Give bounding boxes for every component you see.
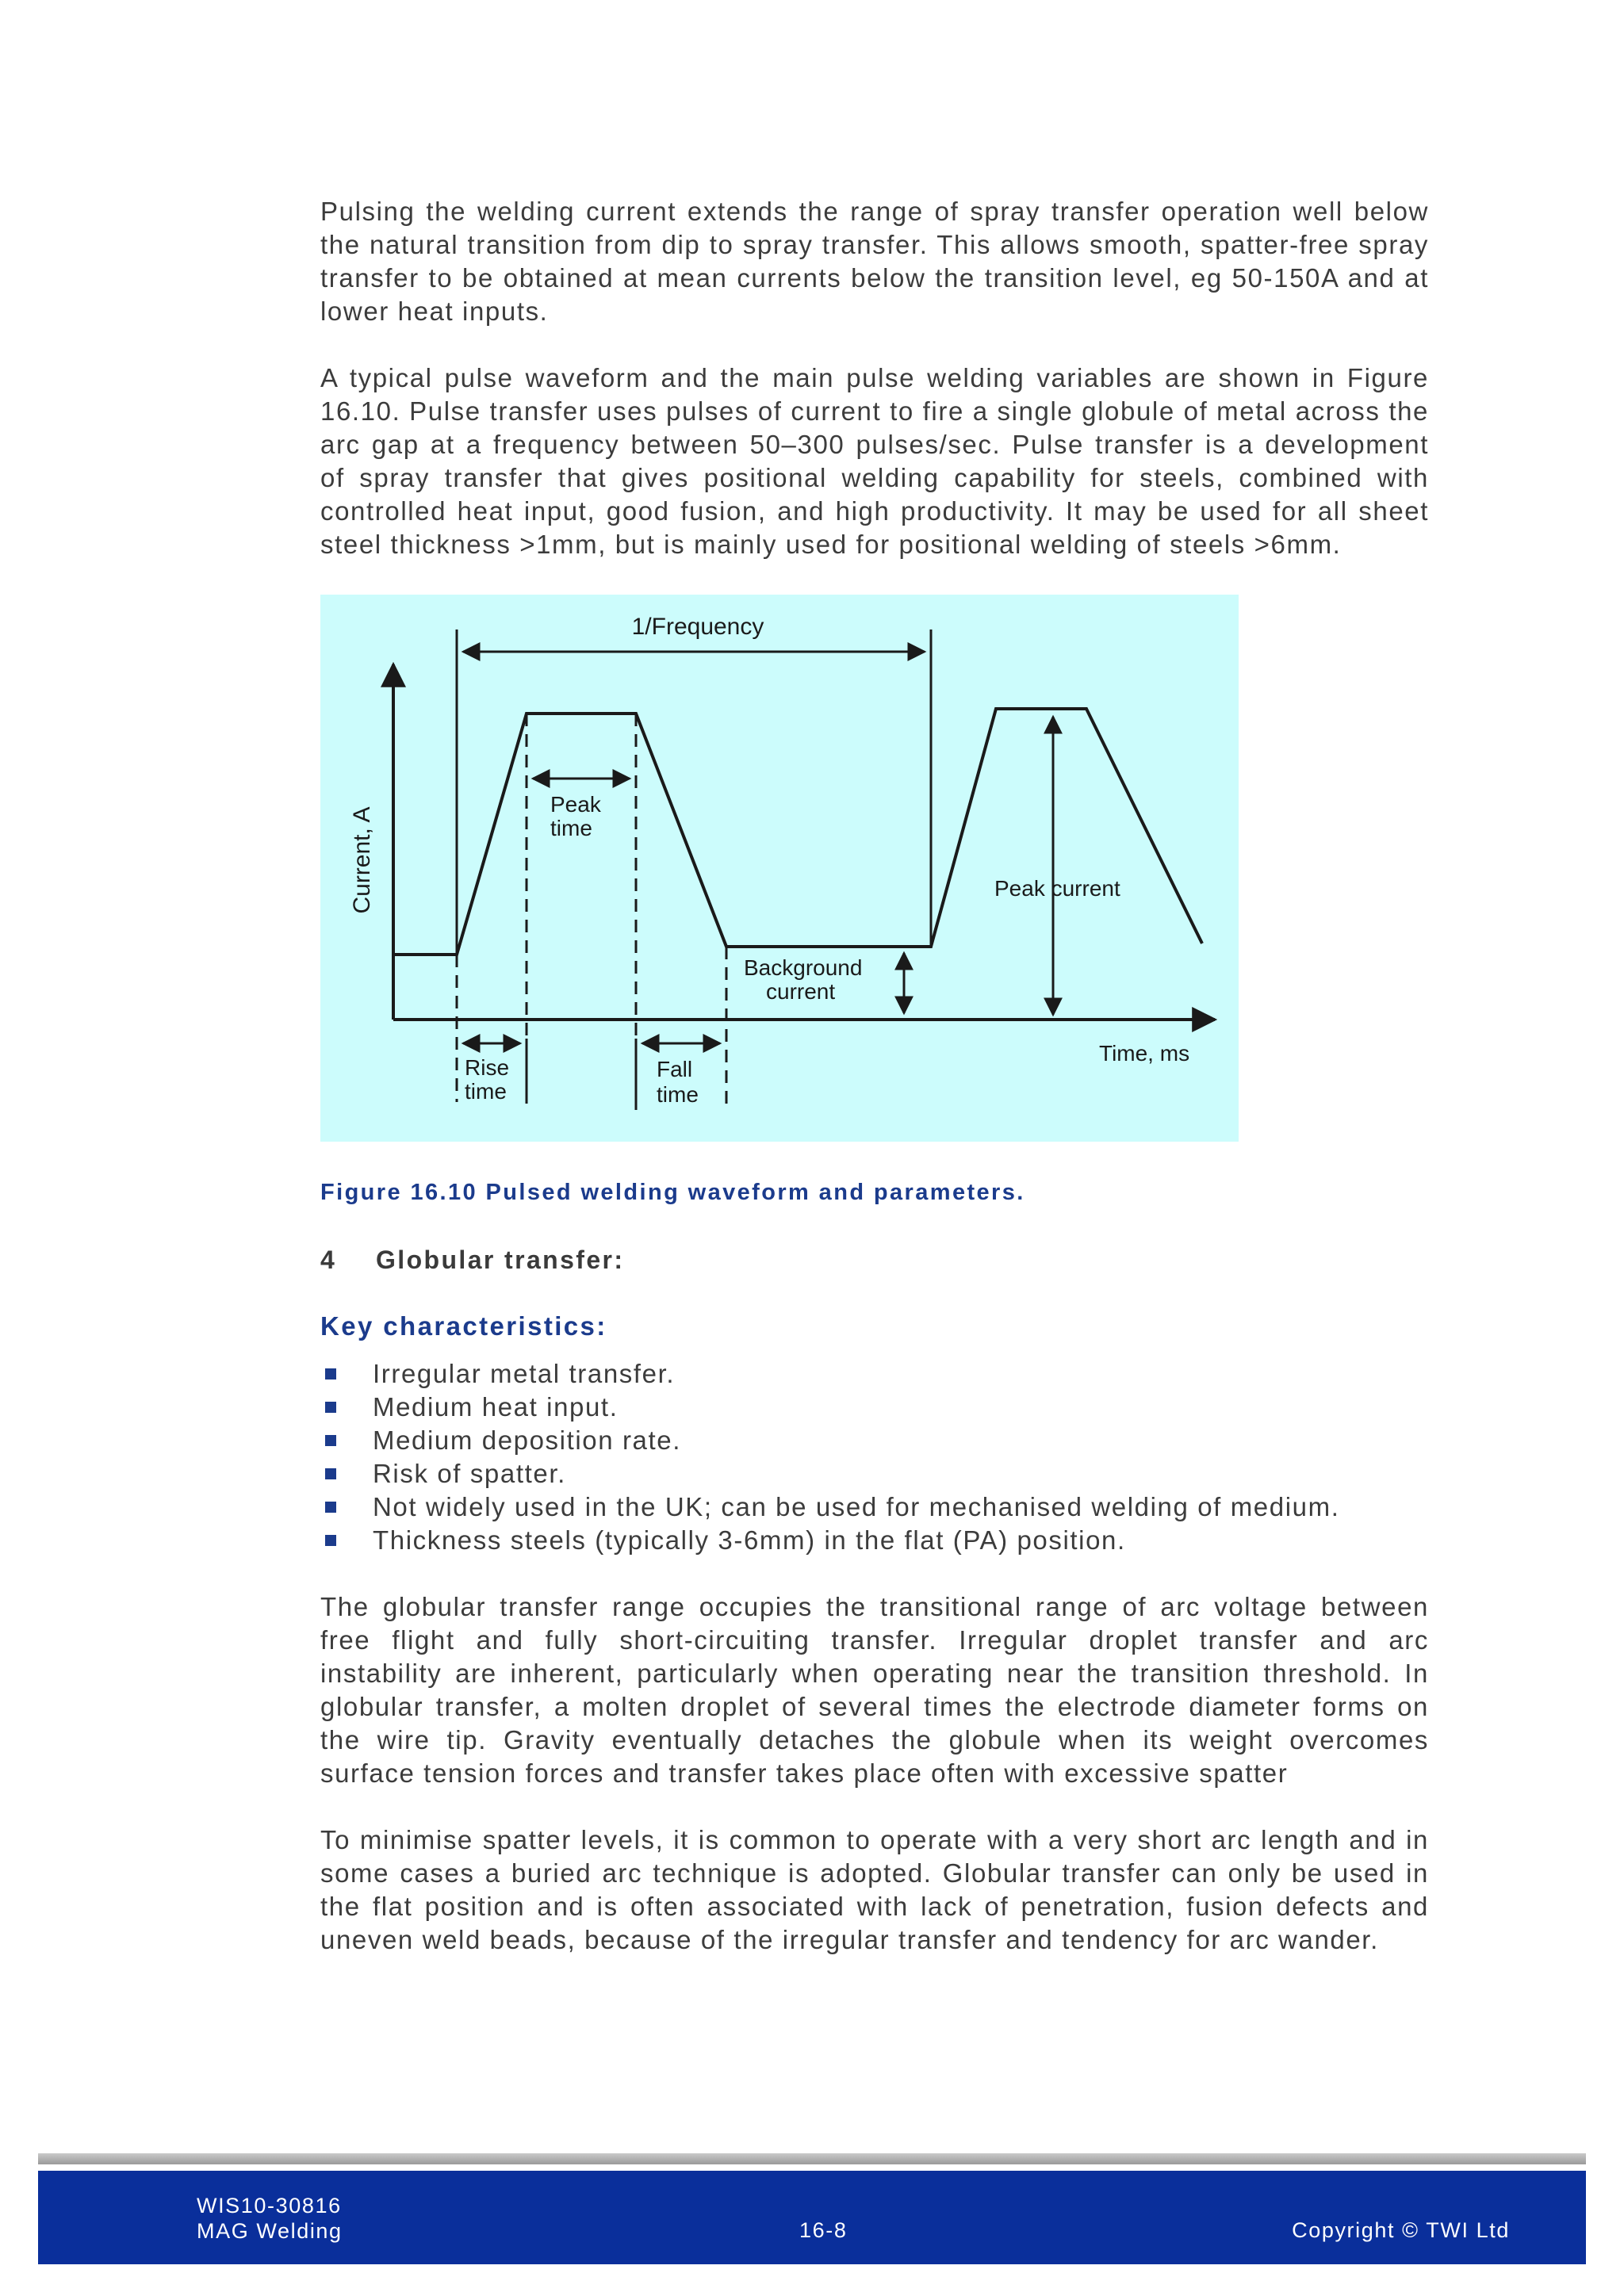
footer-copyright: Copyright © TWI Ltd xyxy=(1292,2218,1510,2242)
section-title: Globular transfer: xyxy=(376,1246,625,1274)
peak-time-label-line1: Peak xyxy=(550,792,601,817)
list-item-text: Medium heat input. xyxy=(373,1392,619,1422)
footer-divider xyxy=(38,2153,1586,2164)
section-heading xyxy=(320,1246,1429,1275)
square-bullet-icon xyxy=(325,1502,336,1513)
paragraph-spatter: To minimise spatter levels, it is common to operate with a very short arc length and in some cases a buried arc technique is adopted. Globular transfer can only be used in the flat position and is often associated with lack of penetration, fusion defects and uneven weld beads, because of the irregular transfer and tendency for arc wander. xyxy=(320,1825,1429,1954)
square-bullet-icon xyxy=(325,1468,336,1479)
paragraph-pulse-waveform: A typical pulse waveform and the main pulse welding variables are shown in Figure 16.10. Pulse transfer uses pulses of current to fire a single globule of metal across the arc gap at a frequency between 50–300 pulses/sec. Pulse transfer is a development of spray transfer that gives positional welding capability for steels, combined with controlled heat input, good fusion, and high productivity. It may be used for all sheet steel thickness >1mm, but is mainly used for positional welding of steels >6mm. xyxy=(320,363,1429,559)
background-current-label-line1: Background xyxy=(744,955,863,980)
rise-time-label-line2: time xyxy=(465,1079,507,1104)
rise-time-label-line1: Rise xyxy=(465,1055,510,1080)
page-content xyxy=(320,195,1429,1990)
paragraph-globular-range: The globular transfer range occupies the transitional range of arc voltage between free flight and fully short-circuiting transfer. Irregular droplet transfer and arc instability are inherent, particularly when operating near the transition threshold. In globular transfer, a molten droplet of several times the electrode diameter forms on the wire tip. Gravity eventually detaches the globule when its weight overcomes surface tension forces and transfer takes place often with excessive spatter xyxy=(320,1592,1429,1788)
list-item xyxy=(320,1524,1429,1557)
square-bullet-icon xyxy=(325,1435,336,1446)
list-item-text: Irregular metal transfer. xyxy=(373,1359,676,1388)
list-item-text: Risk of spatter. xyxy=(373,1459,566,1488)
key-characteristics-heading: Key characteristics: xyxy=(320,1311,607,1341)
background-current-label-line2: current xyxy=(766,979,836,1004)
footer-page-number: 16-8 xyxy=(799,2218,848,2242)
current-waveform xyxy=(393,709,1202,955)
peak-current-label: Peak current xyxy=(994,876,1120,901)
list-item xyxy=(320,1457,1429,1490)
peak-time-label-line2: time xyxy=(550,816,592,840)
paragraph-pulsing: Pulsing the welding current extends the range of spray transfer operation well below the natural transition from dip to spray transfer. This allows smooth, spatter-free spray transfer to be obtained at mean currents below the transition level, eg 50-150A and at lower heat inputs. xyxy=(320,197,1429,326)
figure-caption: Figure 16.10 Pulsed welding waveform and parameters. xyxy=(320,1180,1025,1205)
characteristics-list xyxy=(320,1357,1429,1557)
y-axis-label: Current, A xyxy=(349,806,375,914)
pulse-waveform-diagram xyxy=(320,595,1239,1142)
fall-time-label-line1: Fall xyxy=(657,1057,693,1081)
list-item xyxy=(320,1490,1429,1524)
footer-document-info xyxy=(197,2193,343,2244)
list-item xyxy=(320,1357,1429,1391)
list-item-text: Not widely used in the UK; can be used for mechanised welding of medium. xyxy=(373,1492,1340,1521)
square-bullet-icon xyxy=(325,1535,336,1546)
list-item xyxy=(320,1424,1429,1457)
fall-time-label-line2: time xyxy=(657,1082,699,1107)
square-bullet-icon xyxy=(325,1402,336,1413)
list-item xyxy=(320,1391,1429,1424)
square-bullet-icon xyxy=(325,1368,336,1380)
page-footer xyxy=(38,2171,1586,2264)
section-number: 4 xyxy=(320,1246,337,1274)
x-axis-label: Time, ms xyxy=(1099,1041,1190,1066)
frequency-label: 1/Frequency xyxy=(631,614,764,640)
list-item-text: Thickness steels (typically 3-6mm) in the flat (PA) position. xyxy=(373,1525,1126,1555)
footer-doc-title: MAG Welding xyxy=(197,2219,343,2243)
footer-doc-code: WIS10-30816 xyxy=(197,2194,342,2218)
list-item-text: Medium deposition rate. xyxy=(373,1425,681,1455)
pulse-waveform-figure xyxy=(320,595,1239,1142)
